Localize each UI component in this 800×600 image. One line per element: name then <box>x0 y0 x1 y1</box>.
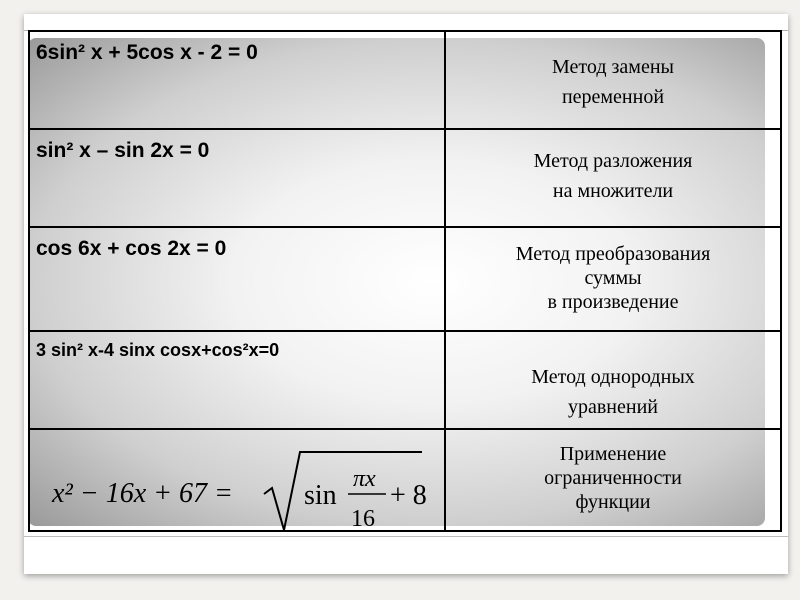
methods-table <box>28 30 782 532</box>
method-line: Применение <box>559 443 667 465</box>
table-row <box>29 429 781 531</box>
table-row <box>29 227 781 331</box>
method-line: функции <box>575 491 651 513</box>
method-cell <box>445 227 781 331</box>
method-line: ограниченности <box>544 467 682 489</box>
equation-cell <box>29 429 445 531</box>
method-line: Метод однородных <box>531 366 695 388</box>
table-row <box>29 331 781 429</box>
method-cell <box>445 129 781 227</box>
method-cell <box>445 331 781 429</box>
equation-cell <box>29 227 445 331</box>
method-line: в произведение <box>547 291 679 313</box>
radical-equation <box>50 444 430 534</box>
method-text <box>446 362 780 422</box>
method-text <box>446 442 780 514</box>
bottom-divider <box>24 536 788 537</box>
equation-text: 3 sin² x-4 sinx cosx+cos²x=0 <box>36 340 280 360</box>
equation-cell <box>29 31 445 129</box>
equation-cell <box>29 331 445 429</box>
equation-cell <box>29 129 445 227</box>
equation-tail: + 8 <box>390 480 427 511</box>
equation-text: cos 6x + cos 2x = 0 <box>36 237 227 260</box>
equation-lhs: x² − 16x + 67 = <box>52 478 233 509</box>
fraction-numerator: πx <box>353 466 376 492</box>
table-row <box>29 31 781 129</box>
method-line: Метод замены <box>552 56 674 78</box>
method-cell <box>445 429 781 531</box>
equation-text: sin² x – sin 2x = 0 <box>36 139 210 162</box>
method-line: суммы <box>584 267 642 289</box>
method-text <box>446 52 780 112</box>
method-text <box>446 242 780 314</box>
radical-equation-svg <box>50 444 430 534</box>
fraction-denominator: 16 <box>351 506 375 532</box>
equation-text: 6sin² x + 5cos x - 2 = 0 <box>36 41 258 64</box>
method-line: переменной <box>561 86 665 108</box>
method-line: Метод разложения <box>533 150 693 172</box>
table-row <box>29 129 781 227</box>
method-line: уравнений <box>567 396 658 418</box>
method-line: Метод преобразования <box>515 243 711 265</box>
equation-sin: sin <box>304 480 337 511</box>
method-text <box>446 146 780 206</box>
method-cell <box>445 31 781 129</box>
method-line: на множители <box>552 180 674 202</box>
